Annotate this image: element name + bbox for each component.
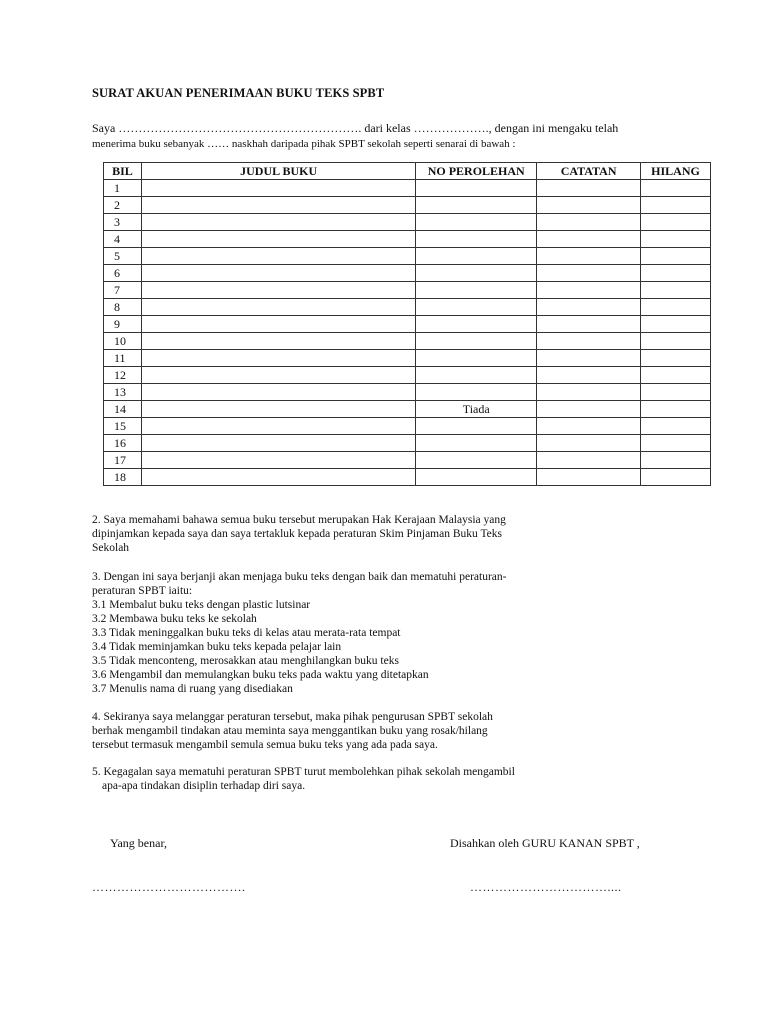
cell-catatan [537,333,641,350]
cell-judul-buku [141,469,415,486]
cell-hilang [641,231,711,248]
paragraph-5-line: 5. Kegagalan saya mematuhi peraturan SPBT turut membolehkan pihak sekolah mengambil [92,766,515,778]
paragraph-3 [92,570,572,696]
rule-item: 3.4 Tidak meminjamkan buku teks kepada pelajar lain [92,641,342,653]
cell-no-perolehan [416,435,537,452]
signature-left-line: ………………………………. [92,880,246,894]
paragraph-3-line: 3. Dengan ini saya berjanji akan menjaga buku teks dengan baik dan mematuhi peraturan- [92,571,507,583]
cell-catatan [537,469,641,486]
cell-no-perolehan [416,333,537,350]
cell-judul-buku [141,384,415,401]
cell-hilang [641,248,711,265]
table-row [104,248,711,265]
rule-item: 3.3 Tidak meninggalkan buku teks di kelas atau merata-rata tempat [92,627,401,639]
cell-bil: 3 [104,214,142,231]
cell-no-perolehan [416,452,537,469]
cell-bil: 18 [104,469,142,486]
cell-judul-buku [141,367,415,384]
cell-judul-buku [141,452,415,469]
cell-no-perolehan [416,316,537,333]
cell-no-perolehan [416,384,537,401]
cell-bil: 8 [104,299,142,316]
cell-hilang [641,282,711,299]
table-row [104,333,711,350]
header-hilang: HILANG [641,163,711,180]
cell-bil: 4 [104,231,142,248]
table-row [104,180,711,197]
cell-bil: 1 [104,180,142,197]
cell-hilang [641,469,711,486]
table-row [104,316,711,333]
table-row [104,197,711,214]
cell-hilang [641,384,711,401]
cell-hilang [641,265,711,282]
cell-no-perolehan [416,350,537,367]
cell-catatan [537,265,641,282]
table-row [104,282,711,299]
cell-judul-buku [141,401,415,418]
cell-no-perolehan [416,265,537,282]
cell-judul-buku [141,248,415,265]
intro-text [92,120,692,152]
cell-judul-buku [141,231,415,248]
cell-judul-buku [141,418,415,435]
header-no-perolehan: NO PEROLEHAN [416,163,537,180]
paragraph-5 [92,765,572,793]
rule-item: 3.7 Menulis nama di ruang yang disediakan [92,683,293,695]
paragraph-2-line: 2. Saya memahami bahawa semua buku tersebut merupakan Hak Kerajaan Malaysia yang [92,514,506,526]
paragraph-5-line: apa-apa tindakan disiplin terhadap diri saya. [102,780,306,792]
signature-right-line: …………………………….... [470,880,622,894]
cell-hilang [641,197,711,214]
cell-no-perolehan [416,180,537,197]
cell-catatan [537,299,641,316]
cell-catatan [537,401,641,418]
table-row [104,299,711,316]
table-row [104,384,711,401]
cell-catatan [537,384,641,401]
cell-no-perolehan [416,469,537,486]
table-row [104,435,711,452]
table-row [104,367,711,384]
cell-judul-buku [141,214,415,231]
cell-judul-buku [141,299,415,316]
table-row [104,452,711,469]
cell-catatan [537,214,641,231]
paragraph-4-line: 4. Sekiranya saya melanggar peraturan tersebut, maka pihak pengurusan SPBT sekolah [92,711,493,723]
cell-judul-buku [141,282,415,299]
rule-item: 3.6 Mengambil dan memulangkan buku teks pada waktu yang ditetapkan [92,669,429,681]
table-body [104,180,711,486]
cell-bil: 14 [104,401,142,418]
cell-hilang [641,214,711,231]
cell-bil: 12 [104,367,142,384]
table-row [104,418,711,435]
paragraph-4-line: berhak mengambil tindakan atau meminta saya menggantikan buku yang rosak/hilang [92,725,488,737]
cell-no-perolehan [416,248,537,265]
paragraph-2-line: dipinjamkan kepada saya dan saya tertakluk kepada peraturan Skim Pinjaman Buku Teks [92,528,502,540]
table-header-row [104,163,711,180]
cell-hilang [641,435,711,452]
cell-catatan [537,316,641,333]
cell-bil: 5 [104,248,142,265]
cell-bil: 7 [104,282,142,299]
cell-bil: 9 [104,316,142,333]
cell-no-perolehan [416,418,537,435]
table-row [104,214,711,231]
cell-hilang [641,333,711,350]
header-bil: BIL [104,163,142,180]
cell-judul-buku [141,265,415,282]
cell-bil: 10 [104,333,142,350]
cell-no-perolehan: Tiada [416,401,537,418]
cell-no-perolehan [416,214,537,231]
cell-catatan [537,248,641,265]
cell-judul-buku [141,180,415,197]
cell-catatan [537,367,641,384]
cell-catatan [537,435,641,452]
cell-bil: 11 [104,350,142,367]
cell-bil: 13 [104,384,142,401]
header-judul-buku: JUDUL BUKU [141,163,415,180]
cell-judul-buku [141,316,415,333]
header-catatan: CATATAN [537,163,641,180]
cell-no-perolehan [416,231,537,248]
cell-bil: 6 [104,265,142,282]
rule-item: 3.1 Membalut buku teks dengan plastic lutsinar [92,599,311,611]
cell-hilang [641,350,711,367]
paragraph-2-line: Sekolah [92,542,130,554]
cell-judul-buku [141,435,415,452]
signature-right-label: Disahkan oleh GURU KANAN SPBT , [450,836,640,850]
cell-hilang [641,299,711,316]
cell-no-perolehan [416,282,537,299]
paragraph-2 [92,513,572,555]
cell-bil: 15 [104,418,142,435]
cell-bil: 17 [104,452,142,469]
intro-line-1: Saya ……………………………………………………. dari kelas ………………., dengan ini mengaku telah [92,121,619,135]
cell-hilang [641,401,711,418]
cell-catatan [537,418,641,435]
signature-left-label: Yang benar, [110,836,167,850]
paragraph-4-line: tersebut termasuk mengambil semula semua buku teks yang ada pada saya. [92,739,438,751]
cell-catatan [537,231,641,248]
paragraph-3-line: peraturan SPBT iaitu: [92,585,193,597]
cell-hilang [641,367,711,384]
cell-catatan [537,282,641,299]
table-row [104,231,711,248]
paragraph-4 [92,710,572,752]
cell-catatan [537,452,641,469]
cell-catatan [537,350,641,367]
cell-no-perolehan [416,197,537,214]
book-list-table [103,162,711,486]
intro-line-2: menerima buku sebanyak …… naskhah daripada pihak SPBT sekolah seperti senarai di bawah : [92,138,516,150]
cell-hilang [641,418,711,435]
rule-item: 3.5 Tidak menconteng, merosakkan atau menghilangkan buku teks [92,655,399,667]
cell-hilang [641,452,711,469]
cell-no-perolehan [416,367,537,384]
cell-judul-buku [141,197,415,214]
table-row [104,350,711,367]
table-row [104,265,711,282]
cell-judul-buku [141,333,415,350]
cell-catatan [537,197,641,214]
cell-catatan [537,180,641,197]
table-row [104,469,711,486]
cell-no-perolehan [416,299,537,316]
cell-bil: 16 [104,435,142,452]
document-title: SURAT AKUAN PENERIMAAN BUKU TEKS SPBT [92,86,385,100]
table-row [104,401,711,418]
cell-hilang [641,180,711,197]
cell-judul-buku [141,350,415,367]
cell-bil: 2 [104,197,142,214]
cell-hilang [641,316,711,333]
rule-item: 3.2 Membawa buku teks ke sekolah [92,613,257,625]
